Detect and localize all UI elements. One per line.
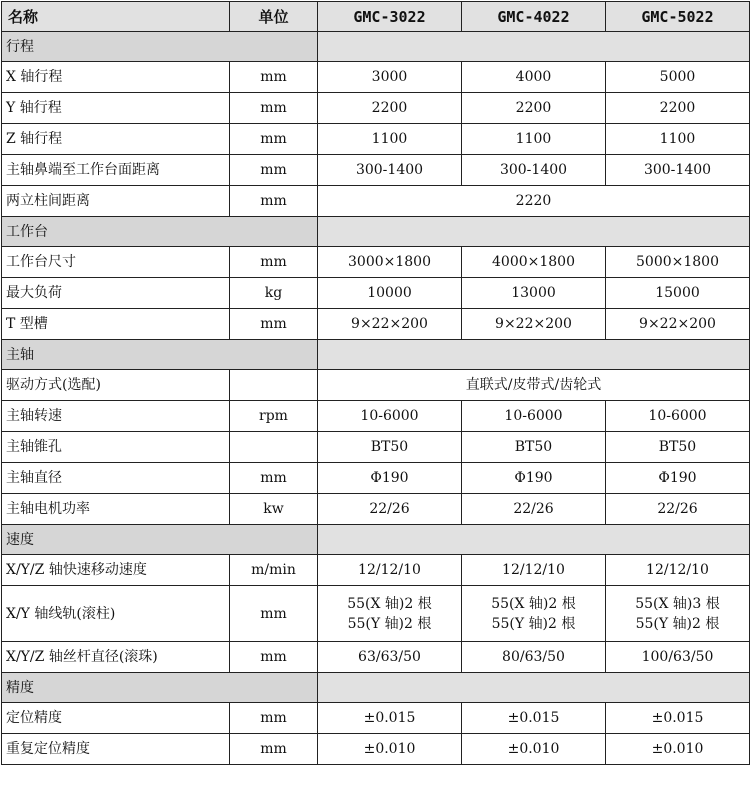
param-name: 主轴鼻端至工作台面距离 xyxy=(2,155,230,186)
param-value-line: 55(Y 轴)2 根 xyxy=(491,615,576,632)
param-value: 2200 xyxy=(462,93,606,124)
param-unit: mm xyxy=(230,93,318,124)
table-row xyxy=(2,93,750,124)
param-value: Φ190 xyxy=(462,463,606,494)
param-value: Φ190 xyxy=(318,463,462,494)
param-value: ±0.015 xyxy=(462,703,606,734)
table-row xyxy=(2,62,750,93)
param-value: 300-1400 xyxy=(318,155,462,186)
section-row xyxy=(2,217,750,247)
param-name: Y 轴行程 xyxy=(2,93,230,124)
param-value: 22/26 xyxy=(462,494,606,525)
param-value: 5000×1800 xyxy=(606,247,750,278)
param-value: 10-6000 xyxy=(606,401,750,432)
param-value: Φ190 xyxy=(606,463,750,494)
param-name: 驱动方式(选配) xyxy=(2,370,230,401)
param-value: BT50 xyxy=(318,432,462,463)
table-row xyxy=(2,555,750,586)
param-value: 300-1400 xyxy=(462,155,606,186)
param-value-line: 55(X 轴)2 根 xyxy=(491,595,576,612)
param-unit: mm xyxy=(230,62,318,93)
table-row xyxy=(2,494,750,525)
param-name: 工作台尺寸 xyxy=(2,247,230,278)
table-row xyxy=(2,124,750,155)
param-name: 两立柱间距离 xyxy=(2,186,230,217)
param-unit: kg xyxy=(230,278,318,309)
param-value: BT50 xyxy=(606,432,750,463)
param-value: 12/12/10 xyxy=(462,555,606,586)
param-value-shared: 2220 xyxy=(318,186,750,217)
table-row xyxy=(2,186,750,217)
table-row xyxy=(2,278,750,309)
param-unit: mm xyxy=(230,247,318,278)
param-name: Z 轴行程 xyxy=(2,124,230,155)
header-model: GMC-3022 xyxy=(318,2,462,32)
param-value: 2200 xyxy=(606,93,750,124)
section-blank xyxy=(318,340,750,370)
param-value-line: 55(X 轴)3 根 xyxy=(635,595,720,612)
param-unit: kw xyxy=(230,494,318,525)
param-value: 63/63/50 xyxy=(318,642,462,673)
param-value: 15000 xyxy=(606,278,750,309)
param-value: 3000×1800 xyxy=(318,247,462,278)
param-value: 22/26 xyxy=(318,494,462,525)
param-unit: mm xyxy=(230,734,318,765)
param-value: ±0.015 xyxy=(318,703,462,734)
header-unit: 单位 xyxy=(230,2,318,32)
param-value: 300-1400 xyxy=(606,155,750,186)
param-value: 4000 xyxy=(462,62,606,93)
param-value: 9×22×200 xyxy=(318,309,462,340)
param-value: 2200 xyxy=(318,93,462,124)
table-row xyxy=(2,703,750,734)
param-name: X/Y/Z 轴丝杆直径(滚珠) xyxy=(2,642,230,673)
header-name: 名称 xyxy=(2,2,230,32)
param-name: 主轴转速 xyxy=(2,401,230,432)
param-name: 主轴直径 xyxy=(2,463,230,494)
param-value xyxy=(318,586,462,642)
spec-table xyxy=(1,1,750,765)
param-name: 主轴电机功率 xyxy=(2,494,230,525)
header-model: GMC-4022 xyxy=(462,2,606,32)
param-unit: m/min xyxy=(230,555,318,586)
param-unit: mm xyxy=(230,586,318,642)
param-value: 1100 xyxy=(318,124,462,155)
section-row xyxy=(2,32,750,62)
param-name: X 轴行程 xyxy=(2,62,230,93)
table-row xyxy=(2,309,750,340)
param-name: 主轴锥孔 xyxy=(2,432,230,463)
table-row xyxy=(2,401,750,432)
param-value: 80/63/50 xyxy=(462,642,606,673)
table-body xyxy=(2,32,750,765)
table-row xyxy=(2,432,750,463)
param-name: X/Y/Z 轴快速移动速度 xyxy=(2,555,230,586)
section-title: 工作台 xyxy=(2,217,318,247)
section-title: 行程 xyxy=(2,32,318,62)
param-name: 定位精度 xyxy=(2,703,230,734)
table-row xyxy=(2,247,750,278)
param-value: ±0.010 xyxy=(606,734,750,765)
table-row xyxy=(2,370,750,401)
param-value: BT50 xyxy=(462,432,606,463)
param-name: T 型槽 xyxy=(2,309,230,340)
param-unit: mm xyxy=(230,463,318,494)
table-row xyxy=(2,586,750,642)
param-value: 12/12/10 xyxy=(318,555,462,586)
section-title: 速度 xyxy=(2,525,318,555)
table-row xyxy=(2,734,750,765)
param-unit: mm xyxy=(230,703,318,734)
param-unit: rpm xyxy=(230,401,318,432)
param-value-line: 55(Y 轴)2 根 xyxy=(635,615,720,632)
param-value: 13000 xyxy=(462,278,606,309)
param-value: 10-6000 xyxy=(318,401,462,432)
param-value: 1100 xyxy=(606,124,750,155)
param-unit: mm xyxy=(230,186,318,217)
section-title: 主轴 xyxy=(2,340,318,370)
section-row xyxy=(2,673,750,703)
param-value: 10-6000 xyxy=(462,401,606,432)
section-row xyxy=(2,525,750,555)
param-value xyxy=(606,586,750,642)
param-value: ±0.010 xyxy=(462,734,606,765)
param-name: 最大负荷 xyxy=(2,278,230,309)
param-value: 12/12/10 xyxy=(606,555,750,586)
param-unit: mm xyxy=(230,155,318,186)
table-row xyxy=(2,463,750,494)
section-title: 精度 xyxy=(2,673,318,703)
param-value: ±0.010 xyxy=(318,734,462,765)
param-value-line: 55(X 轴)2 根 xyxy=(347,595,432,612)
param-value: 9×22×200 xyxy=(462,309,606,340)
param-value: 9×22×200 xyxy=(606,309,750,340)
param-value: 4000×1800 xyxy=(462,247,606,278)
param-value: 1100 xyxy=(462,124,606,155)
section-row xyxy=(2,340,750,370)
param-value-shared: 直联式/皮带式/齿轮式 xyxy=(318,370,750,401)
param-unit: mm xyxy=(230,124,318,155)
param-unit xyxy=(230,432,318,463)
param-name: 重复定位精度 xyxy=(2,734,230,765)
header-model: GMC-5022 xyxy=(606,2,750,32)
table-row xyxy=(2,642,750,673)
param-unit: mm xyxy=(230,309,318,340)
param-value: 3000 xyxy=(318,62,462,93)
param-value: 22/26 xyxy=(606,494,750,525)
param-unit: mm xyxy=(230,642,318,673)
param-value: 5000 xyxy=(606,62,750,93)
table-header-row xyxy=(2,2,750,32)
param-unit xyxy=(230,370,318,401)
table-row xyxy=(2,155,750,186)
section-blank xyxy=(318,525,750,555)
section-blank xyxy=(318,217,750,247)
param-value: 100/63/50 xyxy=(606,642,750,673)
param-value-line: 55(Y 轴)2 根 xyxy=(347,615,432,632)
section-blank xyxy=(318,673,750,703)
param-value: 10000 xyxy=(318,278,462,309)
param-value xyxy=(462,586,606,642)
param-value: ±0.015 xyxy=(606,703,750,734)
section-blank xyxy=(318,32,750,62)
param-name: X/Y 轴线轨(滚柱) xyxy=(2,586,230,642)
